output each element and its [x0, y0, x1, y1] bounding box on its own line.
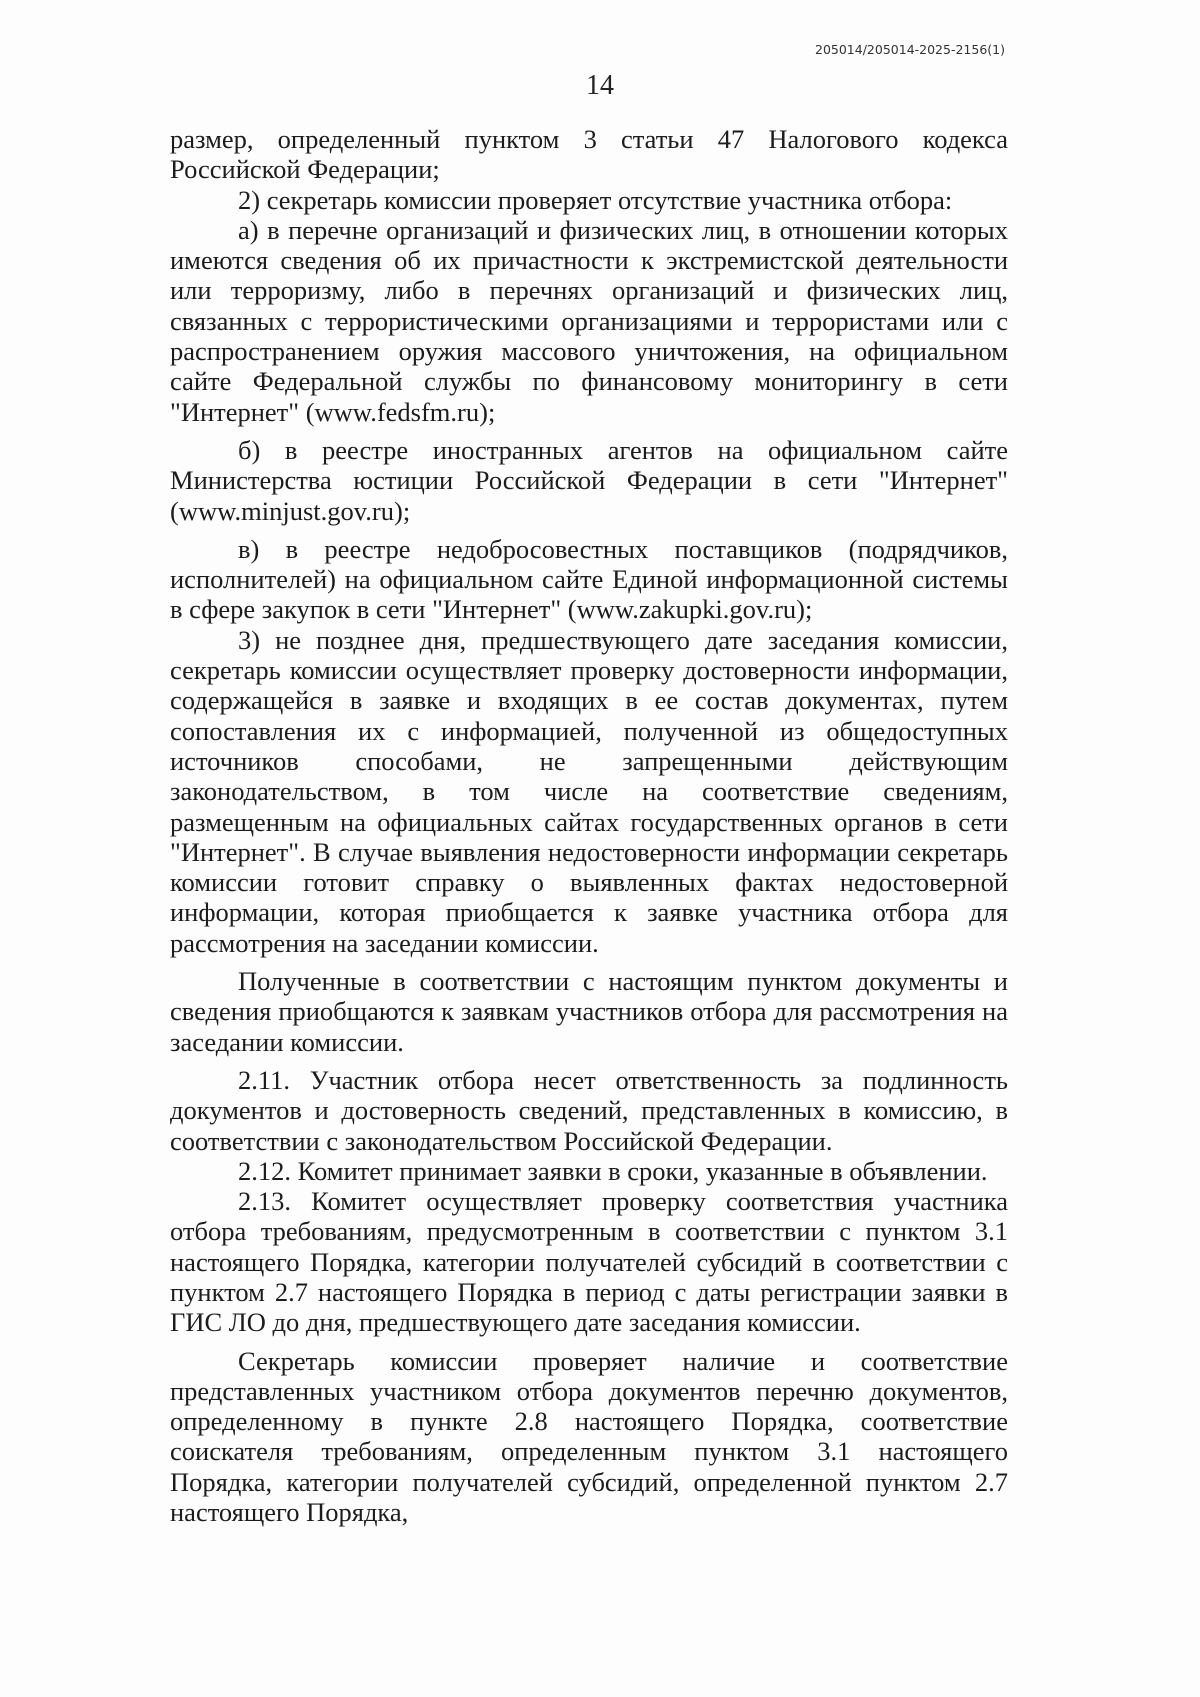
document-body [170, 124, 1008, 1527]
paragraph: Полученные в соответствии с настоящим пунктом документы и сведения приобщаются к заявкам участников отбора для рассмотрения на заседании комиссии. [170, 966, 1008, 1057]
paragraph: а) в перечне организаций и физических лиц, в отношении которых имеются сведения об их причастности к экстремистской деятельности или терроризму, либо в перечнях организаций и физических лиц, связанных с террористическими организациями и террористами или с распространением оружия массового уничтожения, на официальном сайте Федеральной службы по финансовому мониторингу в сети "Интернет" (www.fedsfm.ru); [170, 214, 1008, 427]
document-id: 205014/205014-2025-2156(1) [815, 42, 1005, 57]
paragraph: б) в реестре иностранных агентов на официальном сайте Министерства юстиции Российской Федерации в сети "Интернет" (www.minjust.gov.ru); [170, 434, 1008, 526]
paragraph: в) в реестре недобросовестных поставщиков (подрядчиков, исполнителей) на официальном сайте Единой информационной системы в сфере закупок в сети "Интернет" (www.zakupki.gov.ru); [170, 533, 1008, 625]
paragraph: 2) секретарь комиссии проверяет отсутствие участника отбора: [238, 184, 953, 215]
paragraph: 2.11. Участник отбора несет ответственность за подлинность документов и достоверность сведений, представленных в комиссию, в соответствии с законодательством Российской Федерации. [170, 1064, 1008, 1156]
paragraph: 2.13. Комитет осуществляет проверку соответствия участника отбора требованиям, предусмотренным в соответствии с пунктом 3.1 настоящего Порядка, категории получателей субсидий в соответствии с пунктом 2.7 настоящего Порядка в период с даты регистрации заявки в ГИС ЛО до дня, предшествующего дате заседания комиссии. [170, 1186, 1008, 1338]
page-number: 14 [586, 70, 614, 101]
paragraph: 2.12. Комитет принимает заявки в сроки, указанные в объявлении. [238, 1155, 988, 1186]
paragraph: Секретарь комиссии проверяет наличие и соответствие представленных участником отбора документов перечню документов, определенному в пункте 2.8 настоящего Порядка, соответствие соискателя требованиям, определенным пунктом 3.1 настоящего Порядка, категории получателей субсидий, определенной пунктом 2.7 настоящего Порядка, [170, 1345, 1008, 1528]
paragraph: размер, определенный пунктом 3 статьи 47 Налогового кодекса Российской Федерации; [170, 124, 1008, 185]
paragraph: 3) не позднее дня, предшествующего дате заседания комиссии, секретарь комиссии осуществляет проверку достоверности информации, содержащейся в заявке и входящих в ее состав документах, путем сопоставления их с информацией, полученной из общедоступных источников способами, не запрещенными действующим законодательством, в том числе на соответствие сведениям, размещенным на официальных сайтах государственных органов в сети "Интернет". В случае выявления недостоверности информации секретарь комиссии готовит справку о выявленных фактах недостоверной информации, которая приобщается к заявке участника отбора для рассмотрения на заседании комиссии. [170, 624, 1008, 958]
